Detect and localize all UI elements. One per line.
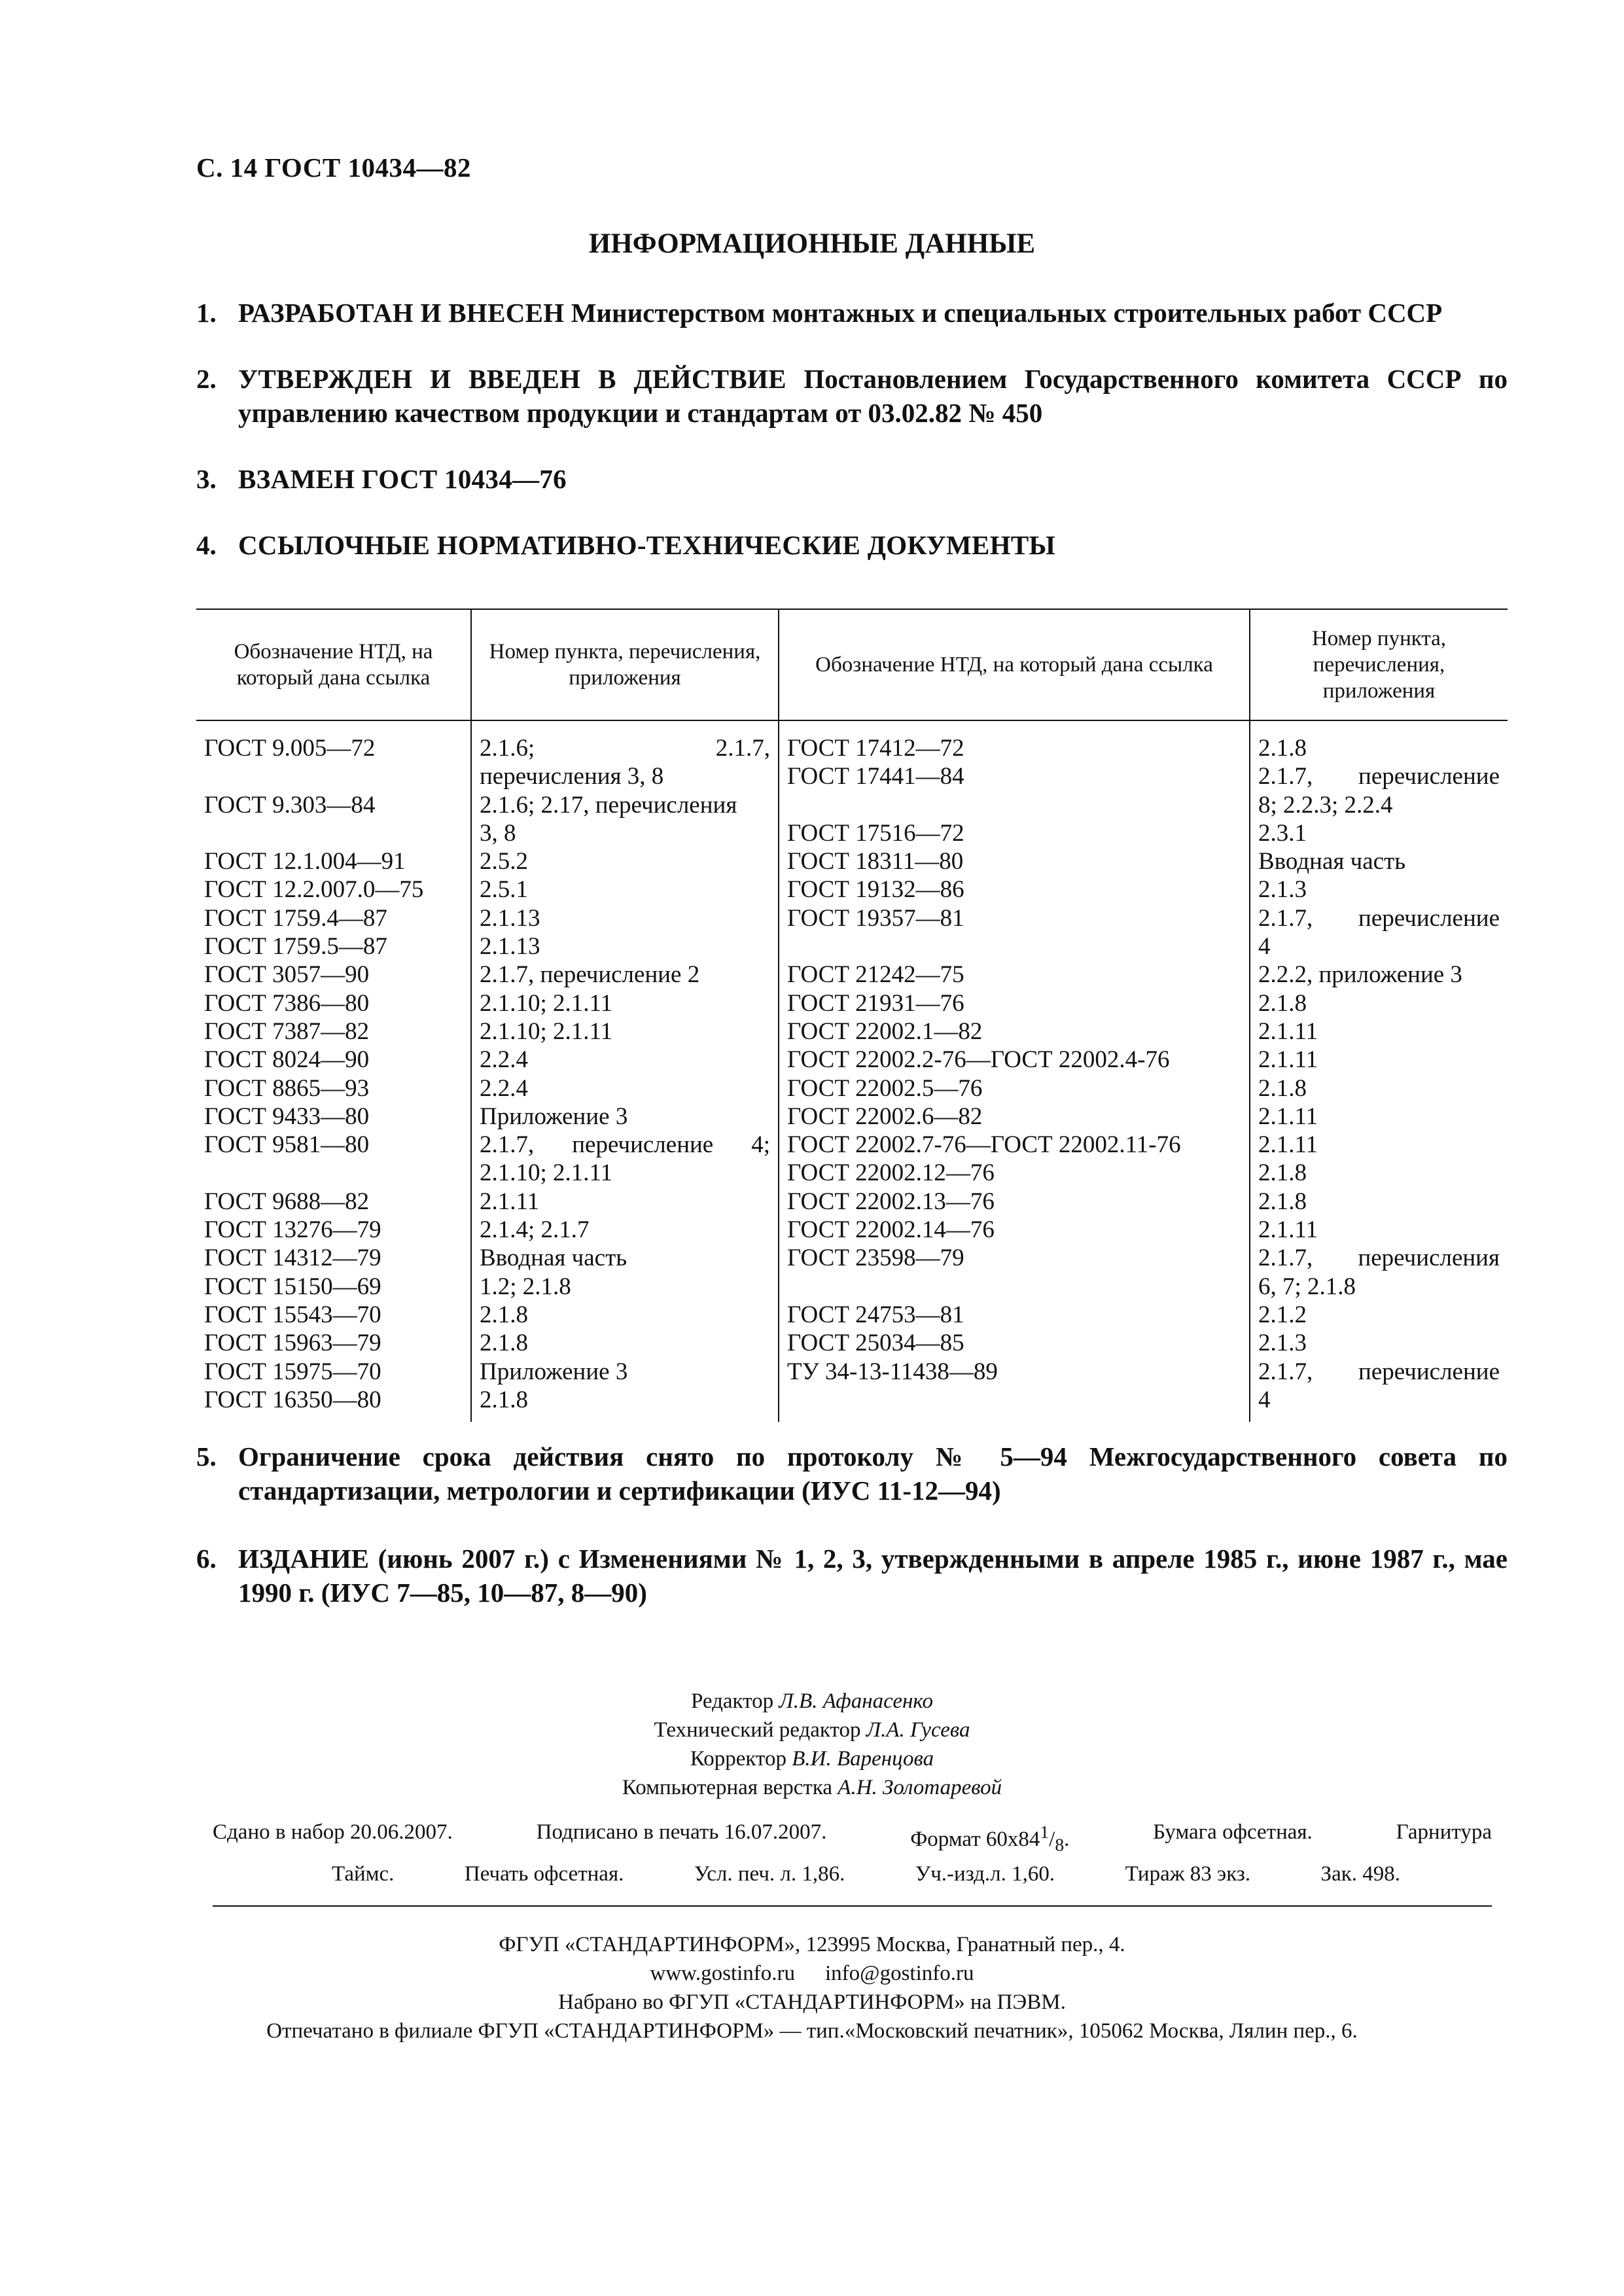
table-cell-line: 2.1.7, перечисление — [1258, 904, 1500, 932]
info-item-1 — [196, 296, 1508, 330]
table-cell-line: 2.2.4 — [480, 1074, 528, 1102]
table-cell-line: 2.2.4 — [480, 1046, 528, 1074]
table-cell-line: 2.1.8 — [480, 1386, 528, 1413]
table-cell-line: ГОСТ 15975—70 — [204, 1358, 381, 1385]
header-doc-1: Обозначение НТД, на который дана ссылка — [196, 609, 471, 720]
reference-table — [196, 609, 1508, 1422]
table-cell-line: ГОСТ 14312—79 — [204, 1245, 381, 1272]
doc-column-left — [196, 720, 471, 1422]
imprint-line-1 — [213, 1818, 1492, 1860]
table-cell-line: 8; 2.2.3; 2.2.4 — [1258, 791, 1393, 819]
ref-column-left — [471, 720, 779, 1422]
item-text: Министерством монтажных и специальных строительных работ СССР — [571, 298, 1443, 328]
publisher-website[interactable]: www.gostinfo.ru — [650, 1962, 796, 1985]
table-cell-line: ГОСТ 9433—80 — [204, 1103, 370, 1130]
table-cell-line: 2.1.13 — [480, 904, 540, 932]
table-cell-line — [204, 819, 463, 847]
table-cell-line: 3, 8 — [480, 819, 516, 847]
imprint-format: Формат $60х84^1/_8$. — [910, 1822, 1070, 1855]
credit-label: Технический редактор — [654, 1718, 861, 1742]
table-cell-line: ГОСТ 3057—90 — [204, 961, 370, 989]
table-cell-line: 2.1.4; 2.1.7 — [480, 1216, 590, 1244]
table-cell-line: ГОСТ 22002.14—76 — [787, 1216, 995, 1244]
table-cell-line: 2.1.6; 2.1.7, — [480, 735, 770, 762]
item-text: ИЗДАНИЕ (июнь 2007 г.) с Изменениями № 1, 2, 3, утвержденными в апреле 1985 г., июне 1987 г., мае 1990 г. (ИУС 7—85, 10—87, 8—90) — [238, 1544, 1508, 1608]
table-cell-line: 2.5.2 — [480, 848, 528, 875]
table-header-row — [196, 609, 1508, 720]
item-body — [238, 296, 1508, 330]
info-item-5 — [196, 1439, 1508, 1508]
table-cell-line: 2.2.2, приложение 3 — [1258, 961, 1462, 989]
table-cell-line: ГОСТ 19357—81 — [787, 904, 964, 932]
table-cell-line: Приложение 3 — [480, 1103, 628, 1130]
imprint-typeset-date: Сдано в набор 20.06.2007. — [213, 1820, 453, 1844]
table-cell-line: 2.1.7, перечисления — [1258, 1245, 1500, 1272]
table-cell-line: ГОСТ 16350—80 — [204, 1386, 381, 1413]
table-cell-line — [787, 1273, 1241, 1301]
table-cell-line: ГОСТ 24753—81 — [787, 1301, 964, 1328]
table-cell-line: ГОСТ 9688—82 — [204, 1188, 370, 1215]
header-doc-2: Обозначение НТД, на который дана ссылка — [779, 609, 1250, 720]
table-cell-line: 2.1.11 — [480, 1188, 540, 1215]
imprint-pub-sheets: Уч.-изд.л. 1,60. — [915, 1862, 1055, 1886]
table-cell-line: 2.1.3 — [1258, 1330, 1307, 1357]
table-cell-line: 2.3.1 — [1258, 819, 1307, 847]
item-lead: ВЗАМЕН ГОСТ 10434—76 — [238, 464, 567, 494]
table-cell-line: 2.1.11 — [1258, 1046, 1318, 1074]
imprint-typeface: Гарнитура — [1396, 1820, 1492, 1844]
info-items — [196, 296, 1508, 562]
table-body-row — [196, 720, 1508, 1422]
table-cell-line: ГОСТ 1759.5—87 — [204, 933, 387, 961]
doc-column-right — [779, 720, 1250, 1422]
item-body — [238, 362, 1508, 430]
item-text: Ограничение срока действия снято по протоколу № 5—94 Межгосударственного совета по стандартизации, метрологии и сертификации (ИУС 11-12—94) — [238, 1441, 1508, 1506]
table-cell-line: Вводная часть — [480, 1245, 627, 1272]
credit-proofreader — [0, 1744, 1624, 1773]
table-cell-line: 2.1.8 — [1258, 1159, 1307, 1187]
table-cell-line: 2.1.3 — [1258, 876, 1307, 904]
table-cell-line: ГОСТ 15543—70 — [204, 1301, 381, 1328]
item-lead: РАЗРАБОТАН И ВНЕСЕН — [238, 298, 565, 328]
info-item-4 — [196, 528, 1508, 562]
table-cell-line: 2.1.11 — [1258, 1017, 1318, 1045]
table-cell-line: ГОСТ 25034—85 — [787, 1330, 964, 1357]
table-cell-line: 2.1.7, перечисление — [1258, 1358, 1500, 1385]
table-cell-line: ГОСТ 22002.13—76 — [787, 1188, 995, 1215]
info-item-6 — [196, 1542, 1508, 1610]
imprint-typeface-name: Таймс. — [332, 1862, 395, 1886]
ref-column-right — [1250, 720, 1508, 1422]
item-number: 1. — [196, 298, 217, 328]
table-cell-line: перечисления 3, 8 — [480, 763, 664, 790]
table-cell-line: 2.1.8 — [1258, 735, 1307, 762]
credit-label: Компьютерная верстка — [622, 1776, 833, 1799]
credit-name: Л.В. Афанасенко — [779, 1689, 934, 1713]
table-cell-line: 1.2; 2.1.8 — [480, 1273, 571, 1300]
item-lead: ССЫЛОЧНЫЕ НОРМАТИВНО-ТЕХНИЧЕСКИЕ ДОКУМЕНТЫ — [238, 530, 1056, 560]
publisher-email[interactable]: info@gostinfo.ru — [825, 1962, 974, 1985]
item-lead: УТВЕРЖДЕН И ВВЕДЕН В ДЕЙСТВИЕ — [238, 364, 786, 394]
table-cell-line: ГОСТ 23598—79 — [787, 1245, 964, 1272]
credit-layout — [0, 1773, 1624, 1802]
table-cell-line — [787, 1386, 1241, 1414]
table-cell-line: 2.1.8 — [1258, 1188, 1307, 1215]
table-cell-line: ГОСТ 15150—69 — [204, 1273, 381, 1300]
table-cell-line: ГОСТ 13276—79 — [204, 1216, 381, 1244]
table-cell-line: ГОСТ 21931—76 — [787, 989, 964, 1017]
table-cell-line: ГОСТ 22002.7-76—ГОСТ 22002.11-76 — [787, 1131, 1181, 1159]
table-cell-line — [204, 1159, 463, 1187]
table-cell-line: ГОСТ 7386—80 — [204, 989, 370, 1017]
table-cell-line: ГОСТ 12.1.004—91 — [204, 848, 406, 875]
item-number: 6. — [196, 1544, 217, 1574]
table-cell-line: ГОСТ 1759.4—87 — [204, 904, 387, 932]
table-cell-line: ГОСТ 15963—79 — [204, 1330, 381, 1357]
imprint-line-2 — [213, 1860, 1492, 1888]
table-cell-line: ГОСТ 18311—80 — [787, 848, 964, 875]
item-number: 3. — [196, 464, 217, 494]
table-cell-line: 2.1.7, перечисление 4; — [480, 1131, 770, 1159]
table-cell-line: 2.1.11 — [1258, 1103, 1318, 1130]
info-items-continued — [196, 1439, 1508, 1610]
table-cell-line: ГОСТ 19132—86 — [787, 876, 964, 904]
item-body — [238, 462, 1508, 496]
imprint-run: Тираж 83 экз. — [1125, 1862, 1251, 1886]
page-header: С. 14 ГОСТ 10434—82 — [196, 152, 472, 183]
credit-label: Корректор — [690, 1747, 786, 1771]
publisher-address: ФГУП «СТАНДАРТИНФОРМ», 123995 Москва, Гранатный пер., 4. — [499, 1933, 1125, 1956]
item-text: Постановлением Государственного комитета СССР по управлению качеством продукции и стандартам от 03.02.82 № 450 — [238, 364, 1508, 428]
table-cell-line: 2.1.11 — [1258, 1131, 1318, 1159]
table-cell-line: ГОСТ 17441—84 — [787, 763, 964, 790]
section-title: ИНФОРМАЦИОННЫЕ ДАННЫЕ — [588, 228, 1036, 259]
table-cell-line: ГОСТ 7387—82 — [204, 1017, 370, 1045]
credit-tech-editor — [0, 1716, 1624, 1744]
imprint — [213, 1818, 1492, 1888]
header-ref-1: Номер пункта, перечисления, приложения — [471, 609, 779, 720]
table-cell-line: 2.1.10; 2.1.11 — [480, 1159, 613, 1187]
imprint-print-type: Печать офсетная. — [464, 1862, 624, 1886]
imprint-paper: Бумага офсетная. — [1153, 1820, 1313, 1844]
item-number: 2. — [196, 364, 217, 394]
credits — [0, 1687, 1624, 1802]
item-number: 5. — [196, 1441, 217, 1472]
table-cell-line: 2.1.8 — [480, 1330, 528, 1357]
format-sup: 1 — [1040, 1822, 1050, 1842]
table-cell-line: 4 — [1258, 1386, 1271, 1413]
table-cell-line: 4 — [1258, 933, 1271, 961]
imprint-print-sheets: Усл. печ. л. 1,86. — [694, 1862, 845, 1886]
header-ref-2: Номер пункта, перечисления, приложения — [1250, 609, 1508, 720]
table-cell-line — [787, 791, 1241, 819]
table-cell-line: ГОСТ 8024—90 — [204, 1046, 370, 1074]
table-cell-line: ГОСТ 21242—75 — [787, 961, 964, 989]
table-cell-line: 2.1.11 — [1258, 1216, 1318, 1244]
credit-name: В.И. Варенцова — [792, 1747, 934, 1771]
table-cell-line: ГОСТ 9.303—84 — [204, 791, 376, 819]
table-cell-line: 6, 7; 2.1.8 — [1258, 1273, 1356, 1300]
table-cell-line: ГОСТ 22002.12—76 — [787, 1159, 995, 1187]
table-cell-line: 2.1.13 — [480, 933, 540, 961]
table-cell-line: 2.5.1 — [480, 876, 528, 904]
divider — [213, 1905, 1492, 1907]
publisher — [0, 1930, 1624, 2045]
publisher-contacts — [0, 1959, 1624, 1988]
table-cell-line: ГОСТ 22002.5—76 — [787, 1074, 983, 1102]
table-cell-line: ГОСТ 22002.2-76—ГОСТ 22002.4-76 — [787, 1046, 1170, 1074]
credit-name: А.Н. Золотаревой — [838, 1776, 1002, 1799]
table-cell-line: ГОСТ 8865—93 — [204, 1074, 370, 1102]
table-cell-line: ГОСТ 9581—80 — [204, 1131, 370, 1159]
publisher-typeset: Набрано во ФГУП «СТАНДАРТИНФОРМ» на ПЭВМ. — [558, 1990, 1066, 2014]
format-end: . — [1064, 1828, 1070, 1851]
info-item-3 — [196, 462, 1508, 496]
table-cell-line: 2.1.7, перечисление — [1258, 763, 1500, 790]
table-cell-line — [787, 932, 1241, 961]
table-cell-line: ГОСТ 22002.6—82 — [787, 1103, 983, 1130]
publisher-printed: Отпечатано в филиале ФГУП «СТАНДАРТИНФОРМ» — тип.«Московский печатник», 105062 Москва, Лялин пер., 6. — [266, 2019, 1358, 2043]
item-number: 4. — [196, 530, 217, 560]
table-cell-line: 2.1.10; 2.1.11 — [480, 989, 613, 1017]
item-body — [238, 528, 1508, 562]
reference-table-container — [196, 609, 1508, 1422]
table-cell-line: 2.1.6; 2.17, перечисления — [480, 791, 737, 819]
table-cell-line: 2.1.10; 2.1.11 — [480, 1017, 613, 1045]
format-value: Формат 60х84 — [910, 1828, 1040, 1851]
credit-label: Редактор — [690, 1689, 774, 1713]
table-cell-line: ТУ 34-13-11438—89 — [787, 1358, 998, 1385]
table-cell-line: ГОСТ 12.2.007.0—75 — [204, 876, 424, 904]
table-cell-line: ГОСТ 17412—72 — [787, 735, 964, 762]
table-cell-line: 2.1.8 — [480, 1301, 528, 1328]
table-cell-line: ГОСТ 22002.1—82 — [787, 1017, 983, 1045]
table-cell-line: 2.1.7, перечисление 2 — [480, 961, 700, 989]
table-cell-line: 2.1.8 — [1258, 1074, 1307, 1102]
table-cell-line: ГОСТ 9.005—72 — [204, 735, 376, 762]
table-cell-line: Приложение 3 — [480, 1358, 628, 1385]
imprint-order: Зак. 498. — [1320, 1862, 1400, 1886]
format-sub: 8 — [1055, 1834, 1065, 1855]
credit-name: Л.А. Гусева — [866, 1718, 970, 1742]
table-cell-line: 2.1.2 — [1258, 1301, 1307, 1328]
table-cell-line: ГОСТ 17516—72 — [787, 819, 964, 847]
credit-editor — [0, 1687, 1624, 1716]
table-cell-line: Вводная часть — [1258, 848, 1406, 875]
imprint-print-date: Подписано в печать 16.07.2007. — [536, 1820, 827, 1844]
info-item-2 — [196, 362, 1508, 430]
table-cell-line — [204, 762, 463, 790]
table-cell-line: 2.1.8 — [1258, 989, 1307, 1017]
